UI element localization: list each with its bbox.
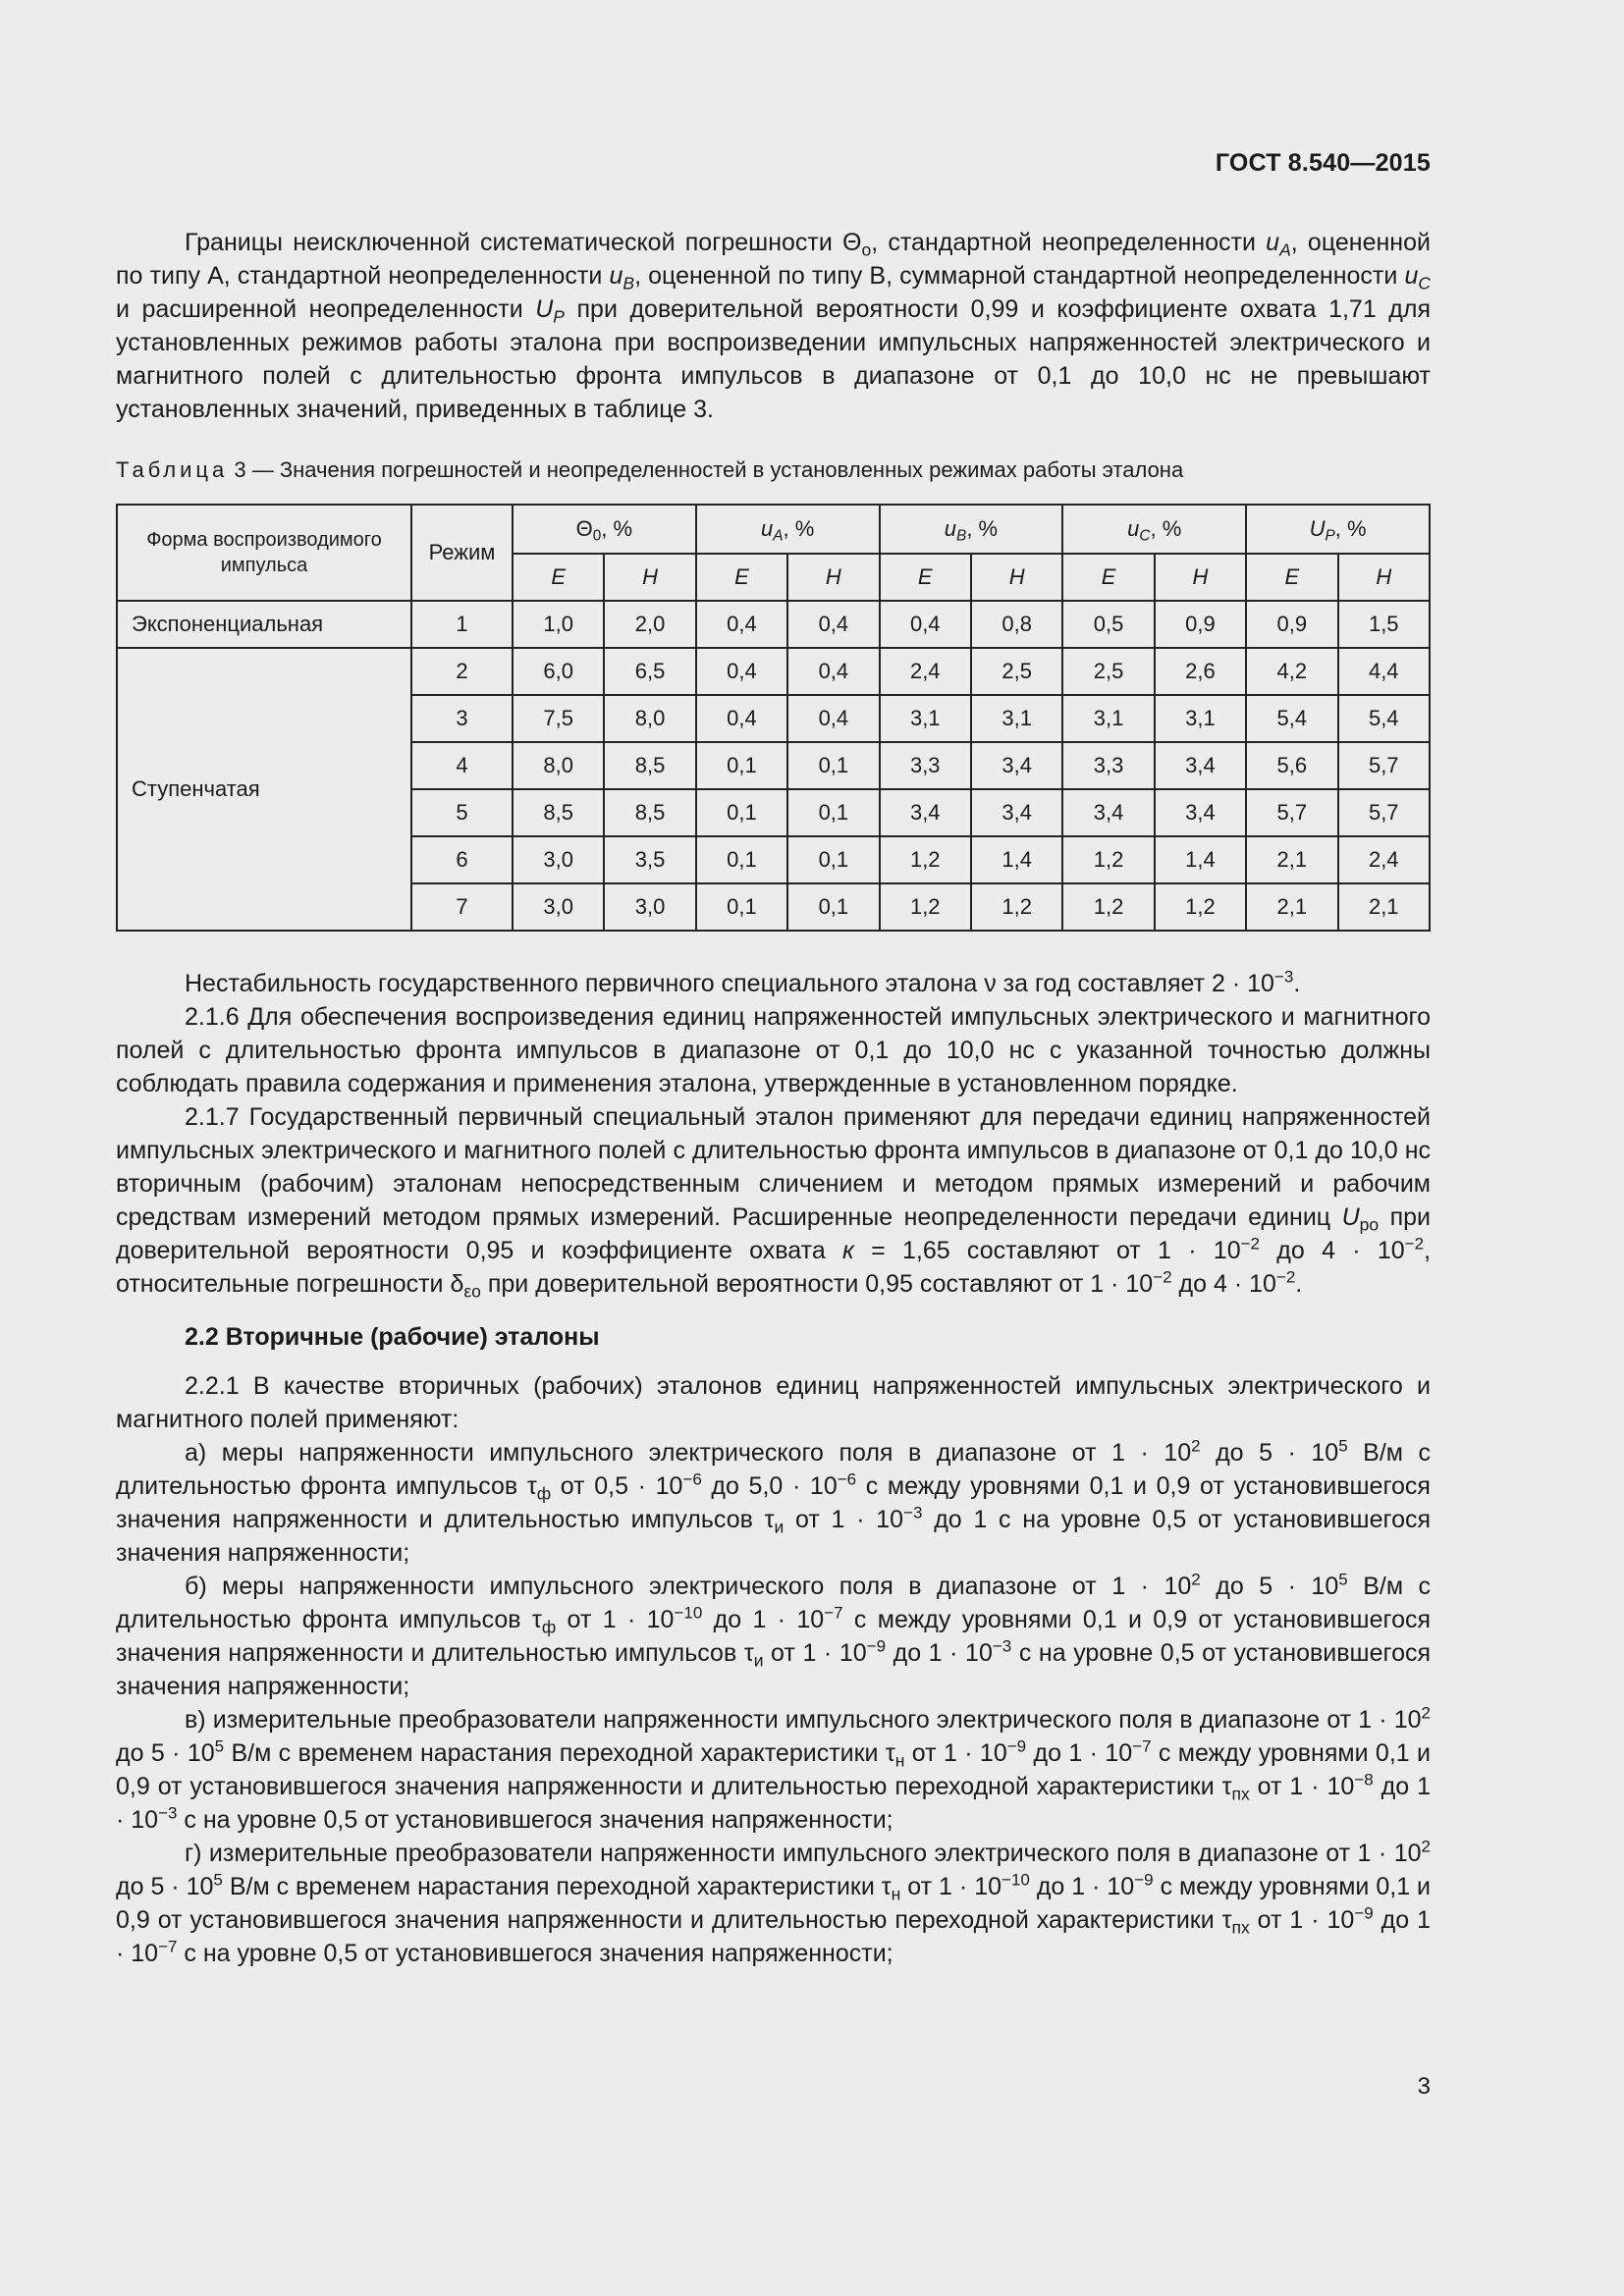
value-cell: 3,1 [1155,695,1246,742]
header-mode: Режим [411,505,513,601]
table-3 [116,504,1431,932]
value-cell: 3,0 [604,883,695,931]
header-H: H [1155,554,1246,601]
value-cell: 1,2 [880,836,971,883]
value-cell: 5,7 [1338,742,1430,789]
pulse-form-cell: Экспоненциальная [117,601,411,648]
value-cell: 3,1 [880,695,971,742]
table-caption: Таблица 3 — Значения погрешностей и неопределенностей в установленных режимах работы эталона [116,457,1184,482]
value-cell: 6,0 [513,648,604,695]
value-cell: 0,1 [696,789,787,836]
value-cell: 3,4 [1155,742,1246,789]
value-cell: 0,4 [880,601,971,648]
item-g: г) измерительные преобразователи напряженности импульсного электрического поля в диапазоне от $1 \cdot 10^2$ до $5 \cdot 10^5$ В/м с временем нарастания переходной характеристики $\tau_н$ от $1 \cdot 10^{-10}$ до $1 \cdot 10^{-9}$ с между уровнями 0,1 и 0,9 от установившегося значения напряженности и длительностью переходной характеристики $\tau_{пх}$ от $1 \cdot 10^{-9}$ до $1 \cdot 10^{-7}$ с на уровне 0,5 от установившегося значения напряженности; [116,1837,1432,1967]
value-cell: 2,1 [1246,836,1337,883]
header-H: H [787,554,879,601]
header-H: H [971,554,1062,601]
value-cell: 0,4 [787,601,879,648]
value-cell: 1,2 [971,883,1062,931]
value-cell: 4,4 [1338,648,1430,695]
mode-cell: 7 [411,883,513,931]
value-cell: 8,5 [604,742,695,789]
header-uA: $u_A$, % [696,505,880,554]
value-cell: 0,4 [696,648,787,695]
value-cell: 0,4 [696,695,787,742]
value-cell: 2,1 [1338,883,1430,931]
value-cell: 2,0 [604,601,695,648]
value-cell: 1,2 [880,883,971,931]
value-cell: 0,1 [787,836,879,883]
value-cell: 3,4 [971,789,1062,836]
value-cell: 3,3 [880,742,971,789]
value-cell: 1,2 [1062,883,1154,931]
mode-cell: 5 [411,789,513,836]
intro-paragraph: Границы неисключенной систематической погрешности $\Theta_о$, стандартной неопределенности $u_A$, оцененной по типу A, стандартной неопределенности $u_B$, оцененной по типу B, суммарной стандартной неопределенности $u_C$ и расширенной неопределенности $U_P$ при доверительной вероятности 0,99 и коэффициенте охвата 1,71 для установленных режимов работы эталона при воспроизведении импульсных напряженностей электрического и магнитного полей с длительностью фронта импульсов в диапазоне от 0,1 до 10,0 нс не превышают установленных значений, приведенных в таблице 3. [116,229,1431,423]
table-row [117,648,1430,695]
value-cell: 3,0 [513,883,604,931]
value-cell: 1,4 [971,836,1062,883]
value-cell: 0,1 [787,883,879,931]
header-E: E [1062,554,1154,601]
value-cell: 3,5 [604,836,695,883]
value-cell: 3,1 [971,695,1062,742]
value-cell: 8,0 [513,742,604,789]
value-cell: 0,1 [696,742,787,789]
item-v: в) измерительные преобразователи напряженности импульсного электрического поля в диапазоне от $1 \cdot 10^2$ до $5 \cdot 10^5$ В/м с временем нарастания переходной характеристики $\tau_н$ от $1 \cdot 10^{-9}$ до $1 \cdot 10^{-7}$ с между уровнями 0,1 и 0,9 от установившегося значения напряженности и длительностью переходной характеристики $\tau_{пх}$ от $1 \cdot 10^{-8}$ до $1 \cdot 10^{-3}$ с на уровне 0,5 от установившегося значения напряженности; [116,1703,1432,1834]
value-cell: 1,5 [1338,601,1430,648]
value-cell: 1,4 [1155,836,1246,883]
value-cell: 4,2 [1246,648,1337,695]
value-cell: 3,4 [880,789,971,836]
item-b: б) меры напряженности импульсного электрического поля в диапазоне от $1 \cdot 10^2$ до $5 \cdot 10^5$ В/м с длительностью фронта импульсов $\tau_ф$ от $1 \cdot 10^{-10}$ до $1 \cdot 10^{-7}$ с между уровнями 0,1 и 0,9 от установившегося значения напряженности и длительностью импульсов $\tau_и$ от $1 \cdot 10^{-9}$ до $1 \cdot 10^{-3}$ с на уровне 0,5 от установившегося значения напряженности; [116,1570,1432,1700]
value-cell: 6,5 [604,648,695,695]
value-cell: 0,1 [787,742,879,789]
header-form: Форма воспроизводимого импульса [117,505,411,601]
header-uC: $u_C$, % [1062,505,1246,554]
value-cell: 1,2 [1155,883,1246,931]
header-uB: $u_B$, % [880,505,1063,554]
value-cell: 8,5 [604,789,695,836]
value-cell: 3,1 [1062,695,1154,742]
header-E: E [696,554,787,601]
value-cell: 1,2 [1062,836,1154,883]
header-E: E [880,554,971,601]
value-cell: 0,9 [1246,601,1337,648]
paragraph-2-1-7: 2.1.7 Государственный первичный специальный эталон применяют для передачи единиц напряженностей импульсных электрического и магнитного полей с длительностью фронта импульсов в диапазоне от 0,1 до 10,0 нс вторичным (рабочим) эталонам непосредственным сличением и методом прямых измерений и рабочим средствам измерений методом прямых измерений. Расширенные неопределенности передачи единиц $U_{ро}$ при доверительной вероятности 0,95 и коэффициенте охвата к = 1,65 составляют от $1 \cdot 10^{-2}$ до $4 \cdot 10^{-2}$, относительные погрешности $\delta_{\varepsilon о}$ при доверительной вероятности 0,95 составляют от $1 \cdot 10^{-2}$ до $4 \cdot 10^{-2}$. [116,1103,1432,1302]
value-cell: 7,5 [513,695,604,742]
value-cell: 3,4 [1155,789,1246,836]
value-cell: 0,1 [696,883,787,931]
value-cell: 2,5 [1062,648,1154,695]
header-H: H [1338,554,1430,601]
value-cell: 5,6 [1246,742,1337,789]
value-cell: 2,5 [971,648,1062,695]
header-H: H [604,554,695,601]
pulse-form-cell: Ступенчатая [117,648,411,931]
value-cell: 5,7 [1338,789,1430,836]
mode-cell: 4 [411,742,513,789]
page-number: 3 [1417,2073,1431,2100]
value-cell: 8,0 [604,695,695,742]
value-cell: 0,4 [787,695,879,742]
value-cell: 5,7 [1246,789,1337,836]
intro-section [116,226,1431,426]
value-cell: 3,4 [1062,789,1154,836]
value-cell: 0,1 [787,789,879,836]
document-code: ГОСТ 8.540—2015 [1215,149,1431,177]
header-theta: $\Theta_0$, % [513,505,696,554]
value-cell: 2,6 [1155,648,1246,695]
value-cell: 5,4 [1246,695,1337,742]
mode-cell: 2 [411,648,513,695]
section-2-2-title: 2.2 Вторичные (рабочие) эталоны [185,1323,600,1351]
paragraph-2-2-1: 2.2.1 В качестве вторичных (рабочих) эталонов единиц напряженностей импульсных электрического и магнитного полей применяют: [116,1372,1431,1433]
value-cell: 0,5 [1062,601,1154,648]
header-UP: $U_P$, % [1246,505,1430,554]
body-section [116,967,1431,1970]
value-cell: 2,4 [880,648,971,695]
value-cell: 1,0 [513,601,604,648]
instability-paragraph: Нестабильность государственного первичного специального эталона ν за год составляет $2 \cdot 10^{-3}$. [185,967,1301,997]
value-cell: 5,4 [1338,695,1430,742]
value-cell: 3,0 [513,836,604,883]
value-cell: 3,4 [971,742,1062,789]
header-E: E [1246,554,1337,601]
mode-cell: 6 [411,836,513,883]
item-a: а) меры напряженности импульсного электрического поля в диапазоне от $1 \cdot 10^2$ до $5 \cdot 10^5$ В/м с длительностью фронта импульсов $\tau_ф$ от $0,5 \cdot 10^{-6}$ до $5,0 \cdot 10^{-6}$ с между уровнями 0,1 и 0,9 от установившегося значения напряженности и длительностью импульсов $\tau_и$ от $1 \cdot 10^{-3}$ до 1 с на уровне 0,5 от установившегося значения напряженности; [116,1436,1432,1567]
value-cell: 3,3 [1062,742,1154,789]
value-cell: 0,4 [696,601,787,648]
value-cell: 2,4 [1338,836,1430,883]
value-cell: 8,5 [513,789,604,836]
value-cell: 0,8 [971,601,1062,648]
value-cell: 0,9 [1155,601,1246,648]
value-cell: 2,1 [1246,883,1337,931]
paragraph-2-1-6: 2.1.6 Для обеспечения воспроизведения единиц напряженностей импульсных электрического и магнитного полей с длительностью фронта импульсов в диапазоне от 0,1 до 10,0 нс с указанной точностью должны соблюдать правила содержания и применения эталона, утвержденные в установленном порядке. [116,1003,1431,1097]
mode-cell: 1 [411,601,513,648]
table-row [117,601,1430,648]
mode-cell: 3 [411,695,513,742]
value-cell: 0,4 [787,648,879,695]
header-E: E [513,554,604,601]
value-cell: 0,1 [696,836,787,883]
